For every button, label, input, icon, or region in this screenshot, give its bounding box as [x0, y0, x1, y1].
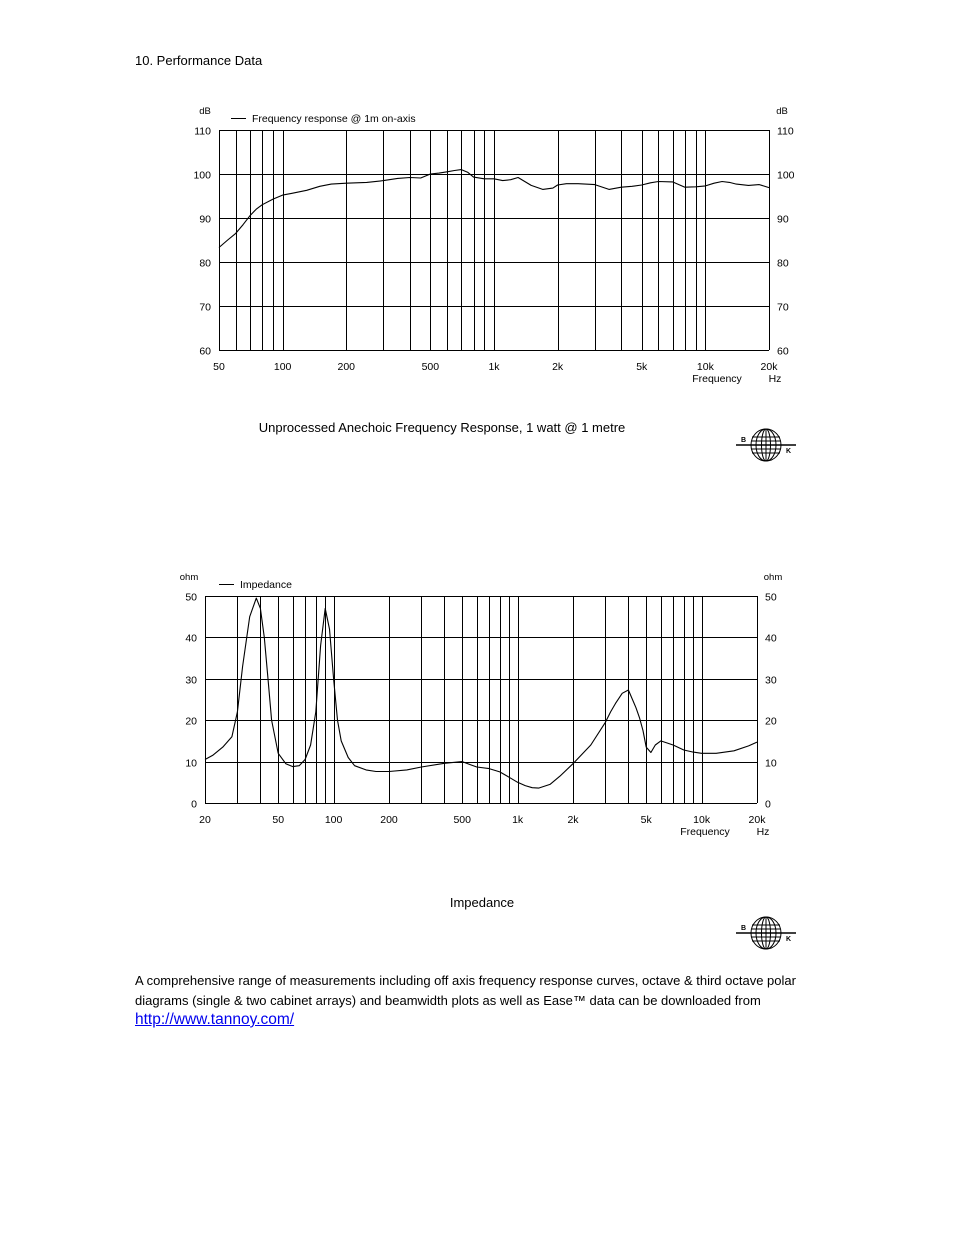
y-tick-label-right: 60 [777, 345, 789, 358]
logo-letter-left: B [741, 925, 747, 932]
y-tick-label-left: 70 [199, 301, 211, 314]
y-tick-label-left: 20 [185, 715, 197, 728]
frequency-response-caption: Unprocessed Anechoic Frequency Response, 1 watt @ 1 metre [258, 420, 626, 435]
x-tick-label: 1k [488, 361, 500, 373]
x-tick-label: 20k [760, 361, 778, 373]
x-tick-label: 5k [636, 361, 648, 373]
y-tick-label-left: 100 [193, 169, 211, 182]
x-tick-label: 10k [693, 814, 711, 826]
x-tick-label: 100 [324, 814, 343, 826]
x-tick-label: 500 [453, 814, 471, 826]
x-tick-label: 10k [696, 361, 714, 373]
x-axis-label: Frequency [692, 373, 742, 385]
x-tick-label: 20k [748, 814, 766, 826]
tannoy-website-link[interactable]: http://www.tannoy.com/ [135, 1011, 295, 1028]
x-tick-label: 500 [421, 361, 440, 373]
x-tick-label: 20 [199, 814, 211, 826]
x-axis-unit: Hz [768, 373, 782, 385]
x-tick-label: 2k [567, 814, 579, 826]
y-tick-label-left: 0 [191, 798, 197, 811]
bk-globe-logo [735, 427, 797, 463]
x-tick-label: 5k [640, 814, 652, 826]
y-axis-unit-right: ohm [763, 572, 783, 583]
y-tick-label-left: 90 [199, 213, 211, 226]
y-tick-label-left: 10 [185, 757, 197, 770]
series-line [205, 598, 757, 788]
x-tick-label: 2k [552, 361, 564, 373]
y-tick-label-right: 10 [765, 757, 777, 770]
footer-paragraph [135, 971, 835, 1030]
section-heading: 10. Performance Data [135, 53, 263, 68]
y-tick-label-left: 30 [185, 674, 197, 687]
x-tick-label: 50 [213, 361, 225, 373]
logo-letter-right: K [786, 936, 792, 943]
y-tick-label-right: 20 [765, 715, 777, 728]
y-tick-label-right: 30 [765, 674, 777, 687]
y-tick-label-left: 60 [199, 345, 211, 358]
logo-letter-left: B [741, 437, 747, 444]
x-tick-label: 1k [512, 814, 524, 826]
x-tick-label: 200 [380, 814, 398, 826]
y-tick-label-right: 110 [777, 125, 794, 138]
y-tick-label-left: 40 [185, 632, 197, 645]
y-axis-unit-left: dB [199, 106, 211, 117]
y-tick-label-right: 0 [765, 798, 771, 811]
legend-label: Impedance [240, 579, 292, 591]
x-axis-label: Frequency [680, 826, 730, 838]
impedance-chart [0, 560, 954, 845]
y-axis-unit-left: ohm [179, 572, 199, 583]
y-tick-label-right: 100 [777, 169, 795, 182]
y-tick-label-left: 50 [185, 591, 197, 604]
y-tick-label-left: 110 [194, 125, 211, 138]
y-tick-label-right: 40 [765, 632, 777, 645]
frequency-response-chart [0, 0, 954, 410]
impedance-caption: Impedance [449, 895, 515, 910]
x-tick-label: 100 [273, 361, 292, 373]
y-tick-label-right: 50 [765, 591, 777, 604]
y-tick-label-right: 90 [777, 213, 789, 226]
footer-text: A comprehensive range of measurements including off axis frequency response curves, octave & third octave polar diagrams (single & two cabinet arrays) and beamwidth plots as well as Ease™ data can be downloaded from [135, 973, 796, 1008]
legend-label: Frequency response @ 1m on-axis [252, 113, 416, 125]
y-axis-unit-right: dB [776, 106, 788, 117]
y-tick-label-right: 70 [777, 301, 789, 314]
logo-letter-right: K [786, 448, 792, 455]
bk-globe-logo [735, 915, 797, 951]
x-tick-label: 200 [337, 361, 356, 373]
x-axis-unit: Hz [756, 826, 770, 838]
y-tick-label-right: 80 [777, 257, 789, 270]
y-tick-label-left: 80 [199, 257, 211, 270]
x-tick-label: 50 [272, 814, 285, 826]
